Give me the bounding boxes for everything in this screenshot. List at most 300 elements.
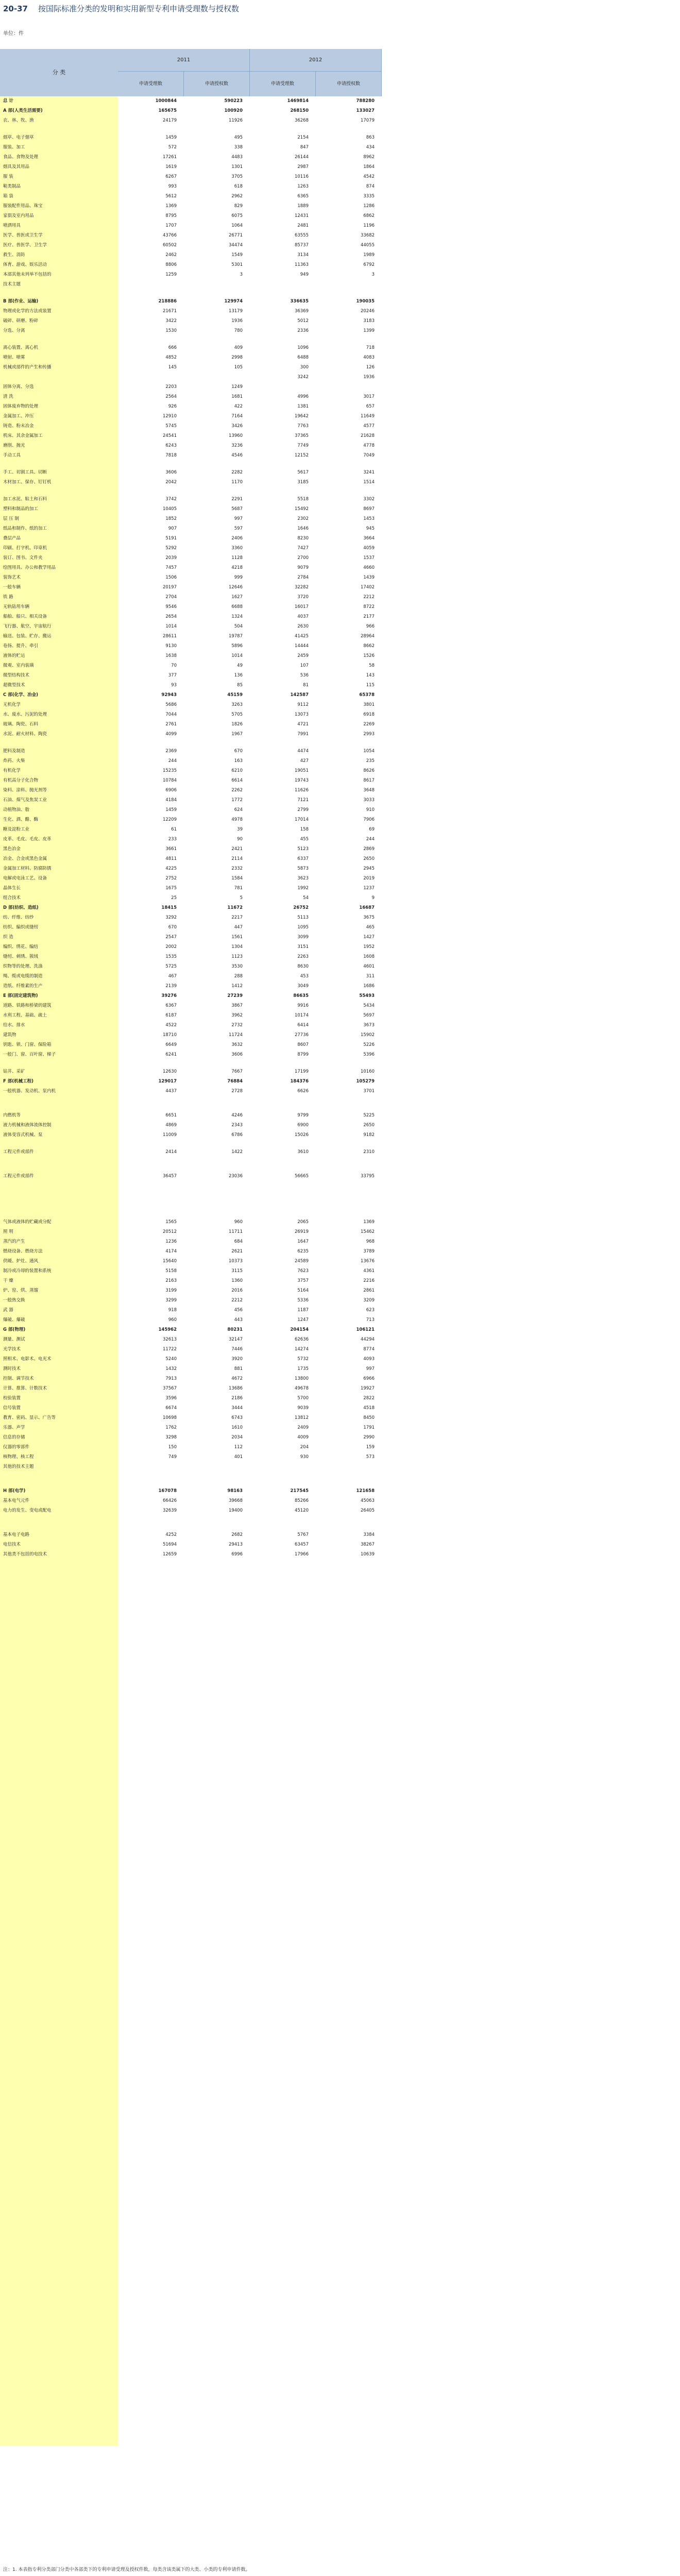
value-cell: 39276 [161,993,177,998]
value-cell: 5518 [297,497,309,502]
category-cell: 医疗、兽医学、卫生学 [3,243,47,248]
value-cell: 3606 [165,470,177,475]
value-cell: 2682 [231,1532,243,1537]
value-cell: 4246 [231,1113,243,1118]
value-cell: 4546 [231,453,243,458]
value-cell: 13800 [294,1376,309,1381]
table-row [0,201,382,211]
value-cell: 2945 [363,866,375,871]
value-cell [184,1462,250,1472]
category-cell: 基本电气元件 [3,1498,30,1503]
value-cell: 2163 [165,1278,177,1283]
table-row [0,260,382,270]
value-cell: 3183 [363,318,375,324]
value-cell: 159 [366,1445,375,1450]
value-cell: 65378 [359,692,375,698]
value-cell: 401 [234,1454,243,1460]
note: 注：1. 本表指专利分类部门分类中各部类下的专利申请受理及授权件数，每类含该类属下的大类、小类的专利申请件数。 [3,2567,250,2572]
value-cell: 2728 [231,1089,243,1094]
table-row [0,231,382,241]
value-cell: 5 [240,895,243,901]
value-cell: 5617 [297,470,309,475]
table-row [0,1121,382,1130]
value-cell: 55493 [359,993,375,998]
table-row [0,1266,382,1276]
value-cell: 618 [234,184,243,189]
value-cell: 4978 [231,817,243,822]
category-cell: 爆破、爆破 [3,1317,25,1323]
value-cell: 60502 [162,243,177,248]
value-cell: 1565 [165,1219,177,1225]
value-cell: 3049 [297,984,309,989]
value-cell: 3801 [363,702,375,707]
category-cell: 炉、窑、烘、蒸馏 [3,1288,39,1293]
category-cell: 其他类不包括的电技术 [3,1552,47,1557]
value-cell [250,1462,316,1472]
value-cell: 3185 [297,480,309,485]
table-row [0,1423,382,1433]
table-row [0,1374,382,1384]
table-row [0,534,382,544]
value-cell: 427 [300,758,309,764]
value-cell: 7049 [363,453,375,458]
value-cell: 51694 [162,1542,177,1547]
table-row [0,1147,382,1157]
value-cell: 1064 [231,223,243,228]
table-row [0,913,382,923]
value-cell: 61 [171,827,177,832]
value-cell: 2462 [165,252,177,258]
value-cell: 1506 [165,575,177,580]
value-cell: 447 [234,925,243,930]
value-cell: 1459 [165,807,177,812]
table-row [0,1067,382,1077]
table-row [0,1011,382,1021]
value-cell: 3701 [363,1089,375,1094]
value-cell: 33682 [360,233,375,238]
table-row [0,421,382,431]
value-cell: 2002 [165,944,177,950]
category-cell: 其他的技术主题 [3,1464,34,1469]
value-cell: 98163 [227,1488,243,1494]
category-cell: 微型结构技术 [3,673,30,678]
value-cell: 1610 [231,1425,243,1430]
category-cell: 石油、煤气及焦炭工业 [3,798,47,803]
value-cell: 3742 [165,497,177,502]
value-cell: 1249 [231,384,243,389]
value-cell: 3302 [363,497,375,502]
table-row [0,1001,382,1011]
table-row [0,1433,382,1443]
value-cell: 3661 [165,846,177,852]
value-cell: 8697 [363,506,375,512]
value-cell: 20197 [162,585,177,590]
table-row [0,316,382,326]
value-cell: 1647 [297,1239,309,1244]
table-row [0,524,382,534]
table-row [0,192,382,201]
sub-header: 申请授权数 [184,72,250,96]
category-cell: 皮革、毛皮、毛皮、皮革 [3,837,52,842]
value-cell: 3384 [363,1532,375,1537]
table-row [0,211,382,221]
category-cell: 无机化学 [3,702,21,707]
category-cell: 医学、兽医或卫生学 [3,233,43,238]
table-row [0,372,382,382]
value-cell: 10174 [294,1013,309,1018]
table-row [0,825,382,835]
value-cell: 2269 [363,722,375,727]
category-cell: C 部(化学、冶金) [3,692,38,698]
value-cell: 1772 [231,798,243,803]
value-cell: 163 [234,758,243,764]
sub-header: 申请受理数 [250,72,316,96]
value-cell: 5687 [231,506,243,512]
table-row [0,1354,382,1364]
category-cell: E 部(固定建筑物) [3,993,38,998]
value-cell: 4542 [363,174,375,179]
value-cell: 81 [303,683,309,688]
value-cell: 1469814 [287,98,309,104]
table-row [0,544,382,553]
table-header [0,49,382,96]
value-cell: 49678 [294,1386,309,1391]
category-cell: 加工水泥、粘土和石料 [3,497,47,502]
table-row [0,747,382,756]
value-cell: 536 [300,673,309,678]
category-cell: 内燃机等 [3,1113,21,1118]
value-cell: 8630 [297,964,309,969]
value-cell: 5240 [165,1357,177,1362]
value-cell: 881 [234,1366,243,1371]
table-row [0,1325,382,1335]
category-cell: 工程元件或部件 [3,1149,34,1155]
category-cell: H 部(电学) [3,1488,26,1494]
value-cell: 3867 [231,1003,243,1008]
value-cell: 3 [240,272,243,277]
category-cell: 照相术、电影术、电光术 [3,1357,52,1362]
value-cell: 2217 [231,915,243,920]
value-cell: 17199 [294,1069,309,1074]
value-cell: 2343 [231,1123,243,1128]
value-cell: 26144 [294,155,309,160]
table-row [0,1452,382,1462]
value-cell: 17261 [162,155,177,160]
value-cell: 1608 [363,954,375,959]
table-row [0,133,382,143]
spacer-row [0,1189,382,1196]
spacer-row [0,1203,382,1210]
value-cell: 3623 [297,876,309,881]
category-cell: 组合技术 [3,895,21,901]
value-cell: 150 [168,1445,177,1450]
value-cell: 623 [366,1308,375,1313]
table-row [0,641,382,651]
table-row [0,495,382,504]
value-cell: 684 [234,1239,243,1244]
table-row [0,221,382,231]
table-row [0,720,382,730]
value-cell: 5686 [165,702,177,707]
category-cell: 电解或电泳工艺、设备 [3,876,47,881]
value-cell: 2822 [363,1396,375,1401]
value-cell: 713 [366,1317,375,1323]
table-row [0,1130,382,1140]
value-cell: 2869 [363,846,375,852]
category-cell: 卷扬、提升、牵引 [3,643,39,649]
table-row [0,981,382,991]
value-cell: 142587 [290,692,309,698]
table-row [0,1530,382,1540]
category-cell: 建筑物 [3,1032,16,1038]
value-cell: 7749 [297,443,309,448]
value-cell: 3962 [231,1013,243,1018]
value-cell: 1735 [297,1366,309,1371]
value-cell: 1439 [363,575,375,580]
value-cell: 874 [366,184,375,189]
value-cell: 2212 [363,595,375,600]
value-cell: 377 [168,673,177,678]
value-cell: 5697 [363,1013,375,1018]
table-row [0,1403,382,1413]
table-row [0,106,382,116]
value-cell: 2421 [231,846,243,852]
value-cell: 19051 [294,768,309,773]
table-row [0,786,382,795]
value-cell: 136 [234,673,243,678]
value-cell: 9079 [297,565,309,570]
table-row [0,573,382,583]
table-row [0,1364,382,1374]
value-cell: 1537 [363,555,375,561]
value-cell: 7763 [297,423,309,429]
value-cell: 918 [168,1308,177,1313]
table-row [0,182,382,192]
value-cell: 4518 [363,1405,375,1411]
value-cell: 2034 [231,1435,243,1440]
category-cell: 仪器的零部件 [3,1445,30,1450]
value-cell: 11672 [227,905,243,910]
table-row [0,116,382,126]
spacer-row [0,1164,382,1172]
value-cell: 9112 [297,702,309,707]
category-cell: 微观、室内装璜 [3,663,34,668]
value-cell: 10405 [162,506,177,512]
value-cell: 204 [300,1445,309,1450]
table-row [0,1227,382,1237]
category-cell: 干 燥 [3,1278,13,1283]
value-cell: 2282 [231,470,243,475]
category-cell: 铁 路 [3,595,13,600]
value-cell: 3199 [165,1288,177,1293]
value-cell: 3298 [165,1435,177,1440]
value-cell: 11724 [228,1032,243,1038]
value-cell: 18415 [161,905,177,910]
value-cell: 945 [366,526,375,531]
category-cell: 缝纫、刺绣、簇绒 [3,954,39,959]
value-cell: 11649 [360,414,375,419]
value-cell: 2564 [165,394,177,399]
category-cell: 救生、消防 [3,252,25,258]
category-cell: 服 装 [3,174,13,179]
table-row [0,553,382,563]
category-cell: 测时技术 [3,1366,21,1371]
category-cell: 机械或部件的产生和传播 [3,365,52,370]
value-cell: 1237 [363,886,375,891]
value-cell: 85737 [294,243,309,248]
table-row [0,903,382,913]
category-cell: B 部(作业、运输) [3,299,39,304]
value-cell: 2700 [297,555,309,561]
value-cell: 11009 [162,1132,177,1138]
value-cell: 2621 [231,1249,243,1254]
value-cell: 949 [300,272,309,277]
value-cell: 8617 [363,778,375,783]
value-cell: 1889 [297,204,309,209]
category-cell: 装订、图书、文件夹 [3,555,43,561]
value-cell: 847 [300,145,309,150]
table-row [0,681,382,690]
value-cell: 19743 [294,778,309,783]
value-cell: 6235 [297,1249,309,1254]
value-cell: 4184 [165,798,177,803]
value-cell: 1422 [231,1149,243,1155]
value-cell: 1530 [165,328,177,333]
value-cell: 17966 [294,1552,309,1557]
value-cell: 6862 [363,213,375,218]
value-cell: 10116 [294,174,309,179]
value-cell: 34474 [228,243,243,248]
value-cell: 27239 [227,993,243,998]
value-cell: 338 [234,145,243,150]
table-row [0,622,382,632]
value-cell: 4225 [165,866,177,871]
value-cell: 930 [300,1454,309,1460]
value-cell: 244 [168,758,177,764]
category-cell: 工程元件或部件 [3,1174,34,1179]
value-cell: 204154 [290,1327,309,1332]
value-cell: 1707 [165,223,177,228]
value-cell: 5700 [297,1396,309,1401]
category-cell: 总 计 [3,98,13,104]
value-cell: 105 [234,365,243,370]
table-row [0,1021,382,1030]
table-row [0,1443,382,1452]
spacer-row [0,739,382,747]
value-cell: 1952 [363,944,375,950]
value-cell: 2332 [231,866,243,871]
table-row [0,756,382,766]
value-cell: 960 [168,1317,177,1323]
value-cell: 4778 [363,443,375,448]
year-header-2012: 2012 [250,49,382,72]
value-cell: 1762 [165,1425,177,1430]
value-cell: 15492 [294,506,309,512]
value-cell: 14444 [294,643,309,649]
value-cell: 2154 [297,135,309,140]
category-cell: 固体废弃物的处理 [3,404,39,409]
value-cell: 85 [237,683,243,688]
value-cell: 1549 [231,252,243,258]
value-cell: 1381 [297,404,309,409]
value-cell: 1014 [231,653,243,658]
value-cell: 15902 [360,1032,375,1038]
value-cell: 56665 [294,1174,309,1179]
value-cell: 2732 [231,1023,243,1028]
table-row [0,1345,382,1354]
value-cell: 2650 [363,856,375,861]
table-number: 20-37 [3,4,28,13]
value-cell: 8230 [297,536,309,541]
value-cell: 6365 [297,194,309,199]
category-cell: 控制、调节技术 [3,1376,34,1381]
value-cell: 45063 [360,1498,375,1503]
value-cell: 106121 [356,1327,375,1332]
value-cell: 6626 [297,1089,309,1094]
category-cell: 液体的贮运 [3,653,25,658]
table-row [0,700,382,710]
value-cell: 10373 [228,1259,243,1264]
value-cell: 5123 [297,846,309,852]
table-row [0,250,382,260]
table-row [0,1286,382,1296]
value-cell: 465 [366,925,375,930]
value-cell: 8722 [363,604,375,609]
table-row [0,1276,382,1286]
category-cell: 纺织、编织或缝纫 [3,925,39,930]
value-cell: 4361 [363,1268,375,1274]
sub-header: 申请授权数 [316,72,382,96]
category-cell: 鞋类制品 [3,184,21,189]
category-cell: 信息的存储 [3,1435,25,1440]
value-cell: 3422 [165,318,177,324]
value-cell: 5113 [297,915,309,920]
value-cell: 3 [371,272,375,277]
value-cell: 3209 [363,1298,375,1303]
category-cell: 无轨陆用车辆 [3,604,30,609]
value-cell: 133027 [356,108,375,113]
value-cell: 1427 [363,935,375,940]
value-cell [316,280,382,290]
value-cell: 1187 [297,1308,309,1313]
value-cell: 3606 [231,1052,243,1057]
value-cell: 4660 [363,565,375,570]
value-cell: 129017 [158,1079,177,1084]
value-cell: 456 [234,1308,243,1313]
category-cell: 物理或化学的方法或装置 [3,309,52,314]
category-cell: 钥匙、锁、门窗、保险箱 [3,1042,52,1047]
value-cell: 32613 [162,1337,177,1342]
value-cell: 15640 [162,1259,177,1264]
value-cell: 2369 [165,749,177,754]
category-cell: 造纸、纤维素的生产 [3,984,43,989]
table-row [0,1030,382,1040]
value-cell: 5226 [363,1042,375,1047]
value-cell: 6743 [231,1415,243,1420]
value-cell: 4601 [363,964,375,969]
value-cell: 4037 [297,614,309,619]
table-row [0,1413,382,1423]
value-cell: 37567 [162,1386,177,1391]
table-row [0,152,382,162]
value-cell: 1791 [363,1425,375,1430]
value-cell: 6906 [165,788,177,793]
value-cell: 28611 [162,634,177,639]
value-cell: 2752 [165,876,177,881]
table-row [0,661,382,671]
value-cell [250,382,316,392]
value-cell: 7457 [165,565,177,570]
